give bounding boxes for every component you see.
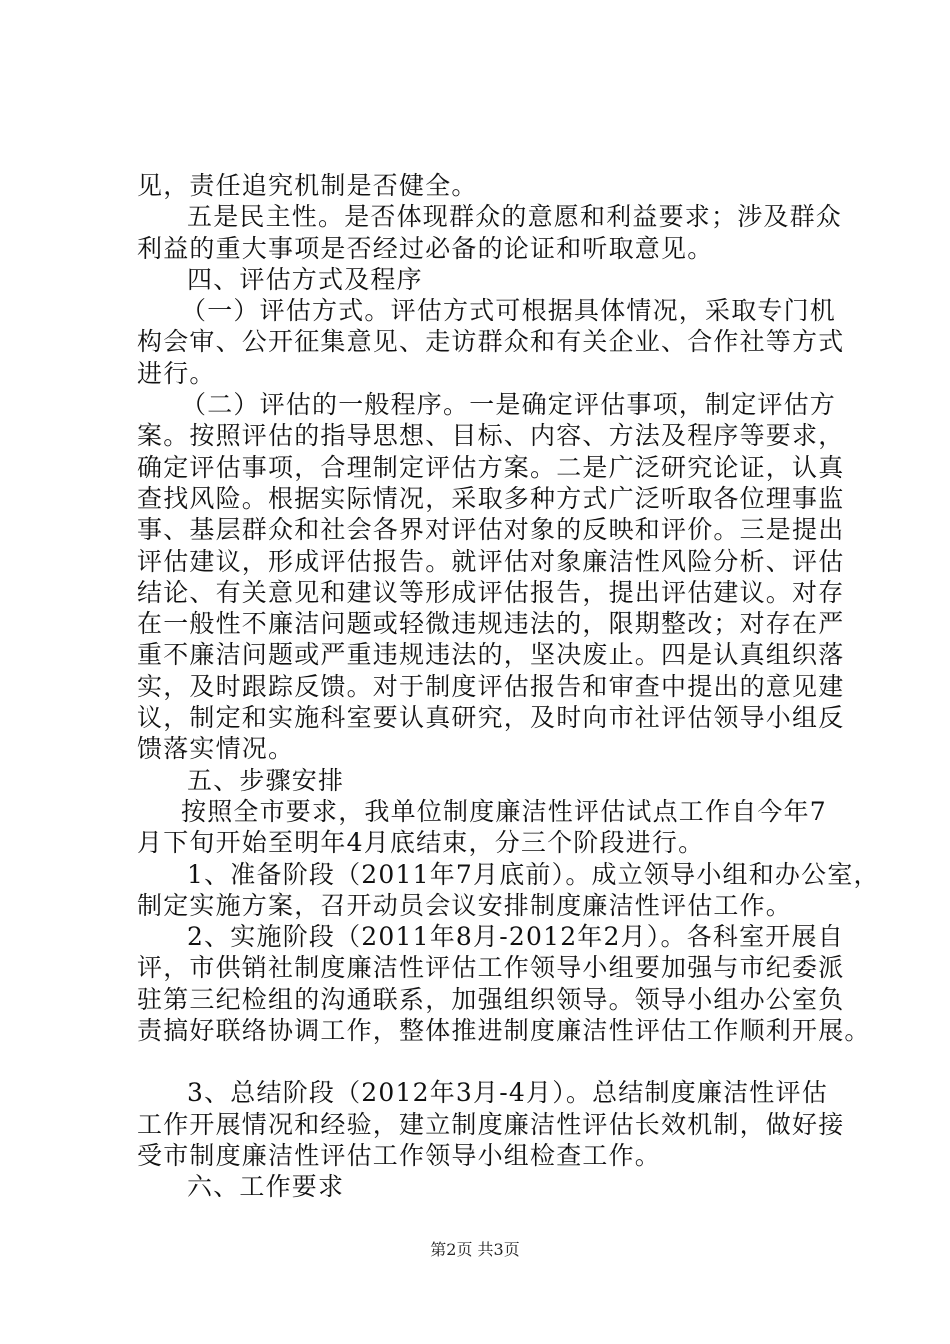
text-line: 评，市供销社制度廉洁性评估工作领导小组要加强与市纪委派 — [137, 953, 845, 983]
text-line: 重不廉洁问题或严重违规违法的，坚决废止。四是认真组织落 — [137, 640, 845, 670]
text-line: 见，责任追究机制是否健全。 — [137, 171, 478, 200]
text-line: 责搞好联络协调工作，整体推进制度廉洁性评估工作顺利开展。 — [137, 1016, 871, 1046]
text-line: 五是民主性。是否体现群众的意愿和利益要求；涉及群众 — [187, 202, 843, 232]
text-line: （二）评估的一般程序。一是确定评估事项，制定评估方 — [181, 390, 837, 420]
text-line: 受市制度廉洁性评估工作领导小组检查工作。 — [137, 1140, 662, 1170]
text-line: 查找风险。根据实际情况，采取多种方式广泛听取各位理事监 — [137, 483, 845, 513]
text-line: 在一般性不廉洁问题或轻微违规违法的，限期整改；对存在严 — [137, 609, 845, 639]
document-body — [137, 170, 880, 1203]
text-line: 1、准备阶段（2011年7月底前）。成立领导小组和办公室， — [187, 859, 880, 889]
text-line: 确定评估事项，合理制定评估方案。二是广泛研究论证，认真 — [137, 452, 845, 482]
text-line: 构会审、公开征集意见、走访群众和有关企业、合作社等方式 — [137, 327, 845, 357]
text-line: 结论、有关意见和建议等形成评估报告，提出评估建议。对存 — [137, 577, 845, 607]
text-line: 馈落实情况。 — [137, 734, 295, 764]
text-line: 评估建议，形成评估报告。就评估对象廉洁性风险分析、评估 — [137, 546, 845, 576]
text-line: 议，制定和实施科室要认真研究，及时向市社评估领导小组反 — [137, 703, 845, 733]
section-heading: 四、评估方式及程序 — [187, 264, 423, 294]
text-line: 按照全市要求，我单位制度廉洁性评估试点工作自今年7 — [181, 796, 827, 826]
text-line: 月下旬开始至明年4月底结束，分三个阶段进行。 — [137, 828, 705, 858]
text-line: 案。按照评估的指导思想、目标、内容、方法及程序等要求， — [137, 421, 845, 451]
text-line: 实，及时跟踪反馈。对于制度评估报告和审查中提出的意见建 — [137, 671, 845, 701]
section-heading: 五、步骤安排 — [187, 765, 345, 795]
paragraph-gap — [137, 1046, 849, 1077]
text-line: 3、总结阶段（2012年3月-4月）。总结制度廉洁性评估 — [187, 1078, 828, 1108]
text-line: 进行。 — [137, 358, 216, 388]
page-number-footer: 第2页 共3页 — [430, 1240, 520, 1259]
text-line: 事、基层群众和社会各界对评估对象的反映和评价。三是提出 — [137, 515, 845, 545]
text-line: 驻第三纪检组的沟通联系，加强组织领导。领导小组办公室负 — [137, 984, 845, 1014]
text-line: （一）评估方式。评估方式可根据具体情况，采取专门机 — [181, 296, 837, 326]
text-line: 制定实施方案，召开动员会议安排制度廉洁性评估工作。 — [137, 890, 793, 920]
text-line: 工作开展情况和经验，建立制度廉洁性评估长效机制，做好接 — [137, 1109, 845, 1139]
section-heading: 六、工作要求 — [187, 1172, 345, 1202]
text-line: 2、实施阶段（2011年8月-2012年2月）。各科室开展自 — [187, 922, 844, 952]
text-line: 利益的重大事项是否经过必备的论证和听取意见。 — [137, 233, 714, 263]
